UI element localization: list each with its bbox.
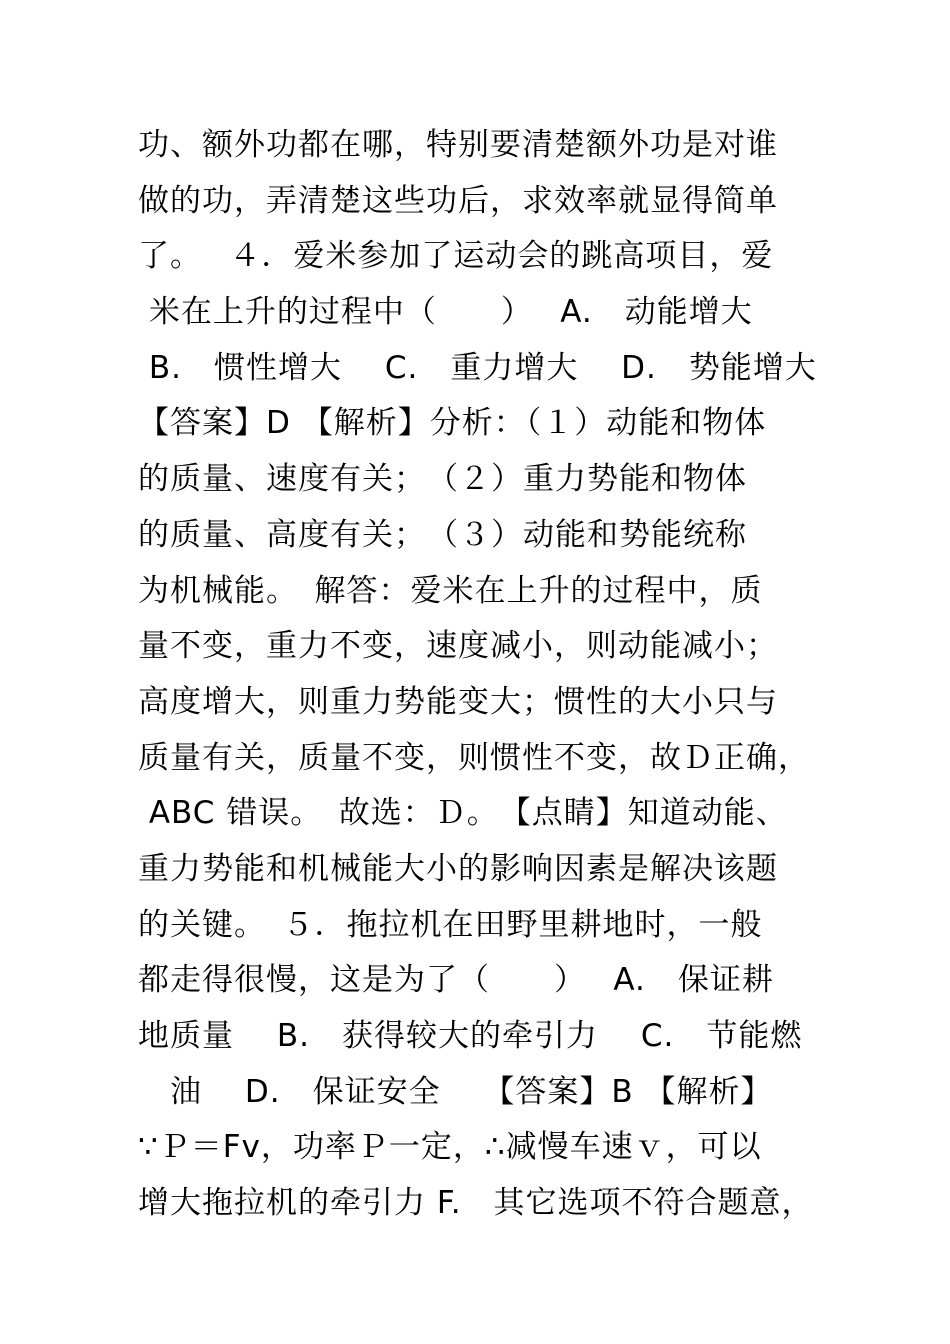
text-line: 质量有关，质量不变，则惯性不变，故Ｄ正确，	[138, 739, 810, 776]
text-line: 了。 ４．爱米参加了运动会的跳高项目，爱	[138, 238, 774, 275]
text-line: 米在上升的过程中（ ） A. 动能增大	[138, 294, 753, 331]
text-line: ∵Ｐ＝Fv，功率Ｐ一定，∴减慢车速ｖ，可以	[138, 1129, 762, 1166]
document-text	[138, 118, 838, 1232]
text-line: 为机械能。 解答：爱米在上升的过程中，质	[138, 572, 763, 609]
text-line: 增大拖拉机的牵引力 F. 其它选项不符合题意，	[138, 1185, 814, 1222]
text-line: 都走得很慢，这是为了（ ） A. 保证耕	[138, 962, 774, 999]
text-line: 地质量 B. 获得较大的牵引力 C. 节能燃	[138, 1018, 803, 1054]
text-line: 【答案】D 【解析】分析：（１）动能和物体	[138, 405, 767, 442]
text-line: 功、额外功都在哪，特别要清楚额外功是对谁	[138, 127, 778, 163]
text-line: 的关键。 ５．拖拉机在田野里耕地时，一般	[138, 906, 763, 943]
text-line: 的质量、速度有关； （２）重力势能和物体	[138, 461, 747, 498]
text-line: 做的功，弄清楚这些功后，求效率就显得简单	[138, 182, 778, 219]
text-line: 量不变，重力不变，速度减小，则动能减小；	[138, 628, 778, 665]
text-line: B. 惯性增大 C. 重力增大 D. 势能增大	[138, 349, 817, 386]
text-line: 的质量、高度有关； （３）动能和势能统称	[138, 516, 747, 553]
text-line: ABC 错误。 故选：Ｄ。 【点睛】知道动能、	[138, 795, 788, 832]
text-line: 重力势能和机械能大小的影响因素是解决该题	[138, 850, 778, 887]
text-line: 油 D. 保证安全 【答案】B 【解析】	[138, 1073, 773, 1110]
text-line: 高度增大，则重力势能变大；惯性的大小只与	[138, 683, 778, 720]
